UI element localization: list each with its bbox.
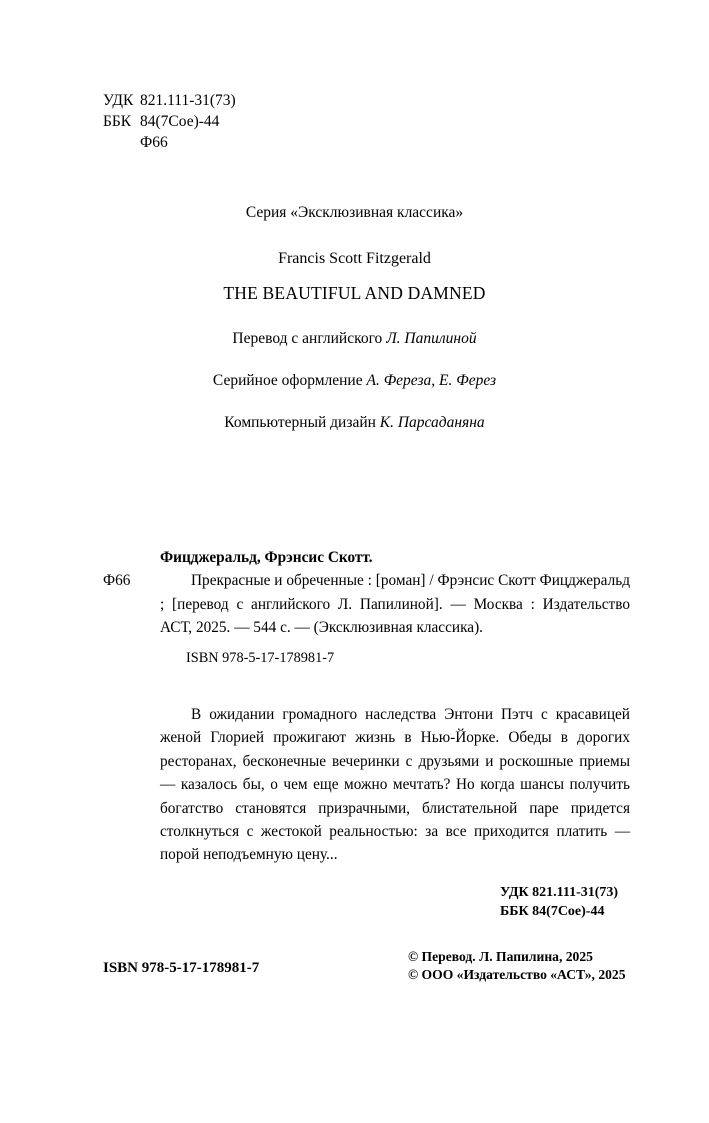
cip-sigil: Ф66 — [103, 572, 131, 590]
author-sign-value: Ф66 — [140, 134, 168, 151]
bbk-label: ББК — [103, 113, 132, 130]
copyright-publisher: © ООО «Издательство «АСТ», 2025 — [408, 967, 626, 982]
cip-isbn: ISBN 978-5-17-178981-7 — [186, 649, 335, 666]
author-sign-row — [103, 132, 236, 153]
bbk-bottom: ББК 84(7Сое)-44 — [500, 904, 605, 919]
title-block — [0, 202, 709, 434]
udk-value: 821.111-31(73) — [140, 92, 236, 109]
translation-credit — [0, 328, 709, 350]
author-name: Francis Scott Fitzgerald — [278, 250, 431, 267]
bbk-row — [103, 111, 236, 132]
udk-row — [103, 90, 236, 111]
udk-bottom: УДК 821.111-31(73) — [500, 885, 619, 900]
cip-description: Прекрасные и обреченные : [роман] / Фрэнсис Скотт Фицджеральд ; [перевод с английского Л. Папилиной]. — Москва : Издательство АСТ, 2025. — 544 с. — (Эксклюзивная классика). — [160, 572, 630, 637]
translation-credit-prefix: Перевод с английского — [232, 330, 387, 347]
computer-designer-name: К. Парсаданяна — [379, 414, 485, 431]
series-designer-name: А. Фереза, Е. Ферез — [366, 372, 497, 389]
series-design-prefix: Серийное оформление — [212, 372, 367, 389]
translator-name: Л. Папилиной — [386, 330, 477, 347]
computer-design-credit — [0, 412, 709, 434]
original-title: THE BEAUTIFUL AND DAMNED — [223, 283, 486, 303]
series-design-credit — [0, 370, 709, 392]
classification-bottom-block — [500, 883, 618, 921]
annotation-text: В ожидании громадного наследства Энтони Пэтч с красавицей женой Глорией прожигают жизнь в Нью-Йорке. Обеды в дорогих ресторанах, бесконечные вечеринки с друзьями и роскошные приемы — казалось бы, о чем еще можно мечтать? Но когда шансы получить богатство становятся призрачными, блистательной паре придется столкнуться с жестокой реальностью: за все приходится платить — порой неподъемную цену... — [160, 706, 630, 864]
classification-top-block — [103, 90, 236, 153]
computer-design-prefix: Компьютерный дизайн — [224, 414, 380, 431]
udk-label: УДК — [103, 92, 134, 109]
cip-heading: Фицджеральд, Фрэнсис Скотт. — [160, 549, 373, 566]
copyright-translation: © Перевод. Л. Папилина, 2025 — [408, 949, 593, 964]
cip-block — [103, 546, 630, 670]
series-name: Серия «Эксклюзивная классика» — [245, 204, 464, 221]
isbn-bottom: ISBN 978-5-17-178981-7 — [103, 960, 260, 976]
copyright-block — [408, 948, 626, 984]
cip-body — [103, 569, 630, 639]
bbk-value: 84(7Сое)-44 — [140, 113, 220, 130]
